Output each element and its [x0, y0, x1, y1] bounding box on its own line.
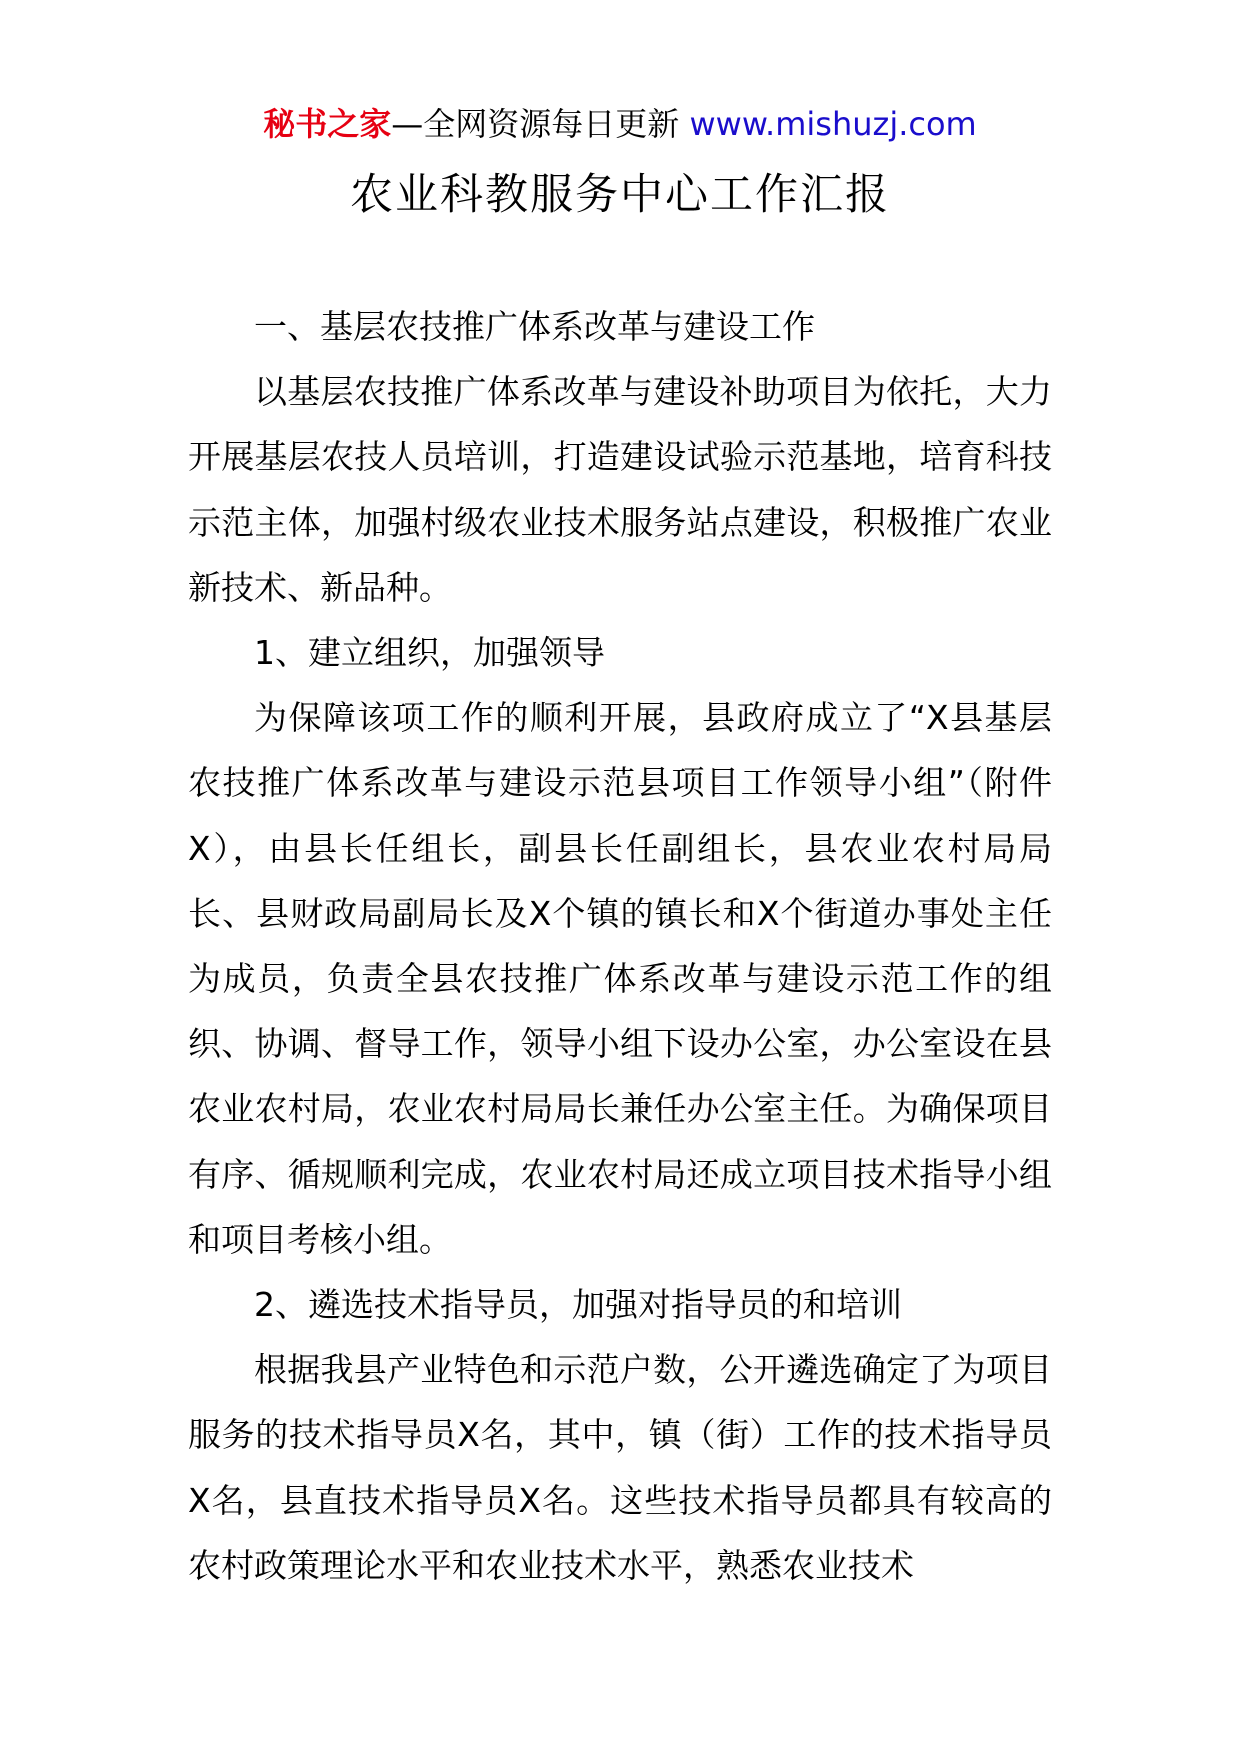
body-paragraph: 以基层农技推广体系改革与建设补助项目为依托，大力开展基层农技人员培训，打造建设试验示范基地，培育科技示范主体，加强村级农业技术服务站点建设，积极推广农业新技术、新品种。: [188, 372, 1052, 607]
section-heading: 一、基层农技推广体系改革与建设工作: [254, 307, 815, 346]
site-brand: 秘书之家: [263, 105, 392, 143]
site-url-link[interactable]: www.mishuzj.com: [689, 105, 977, 143]
document-body: [188, 294, 1052, 1598]
subsection-heading: 1、建立组织，加强领导: [254, 633, 605, 673]
site-header: [0, 98, 1240, 150]
body-paragraph: 根据我县产业特色和示范户数，公开遴选确定了为项目服务的技术指导员X名，其中，镇（街）工作的技术指导员X名，县直技术指导员X名。这些技术指导员都具有较高的农村政策理论水平和农业技术水平，熟悉农业技术: [188, 1350, 1052, 1585]
site-tagline: —全网资源每日更新: [391, 105, 680, 143]
document-title: 农业科教服务中心工作汇报: [350, 170, 890, 220]
body-paragraph: 为保障该项工作的顺利开展，县政府成立了“X县基层农技推广体系改革与建设示范县项目工作领导小组”（附件X），由县长任组长，副县长任副组长，县农业农村局局长、县财政局副局长及X个镇的镇长和X个街道办事处主任为成员，负责全县农技推广体系改革与建设示范工作的组织、协调、督导工作，领导小组下设办公室，办公室设在县农业农村局，农业农村局局长兼任办公室主任。为确保项目有序、循规顺利完成，农业农村局还成立项目技术指导小组和项目考核小组。: [188, 698, 1052, 1259]
subsection-heading: 2、遴选技术指导员，加强对指导员的和培训: [254, 1285, 902, 1325]
